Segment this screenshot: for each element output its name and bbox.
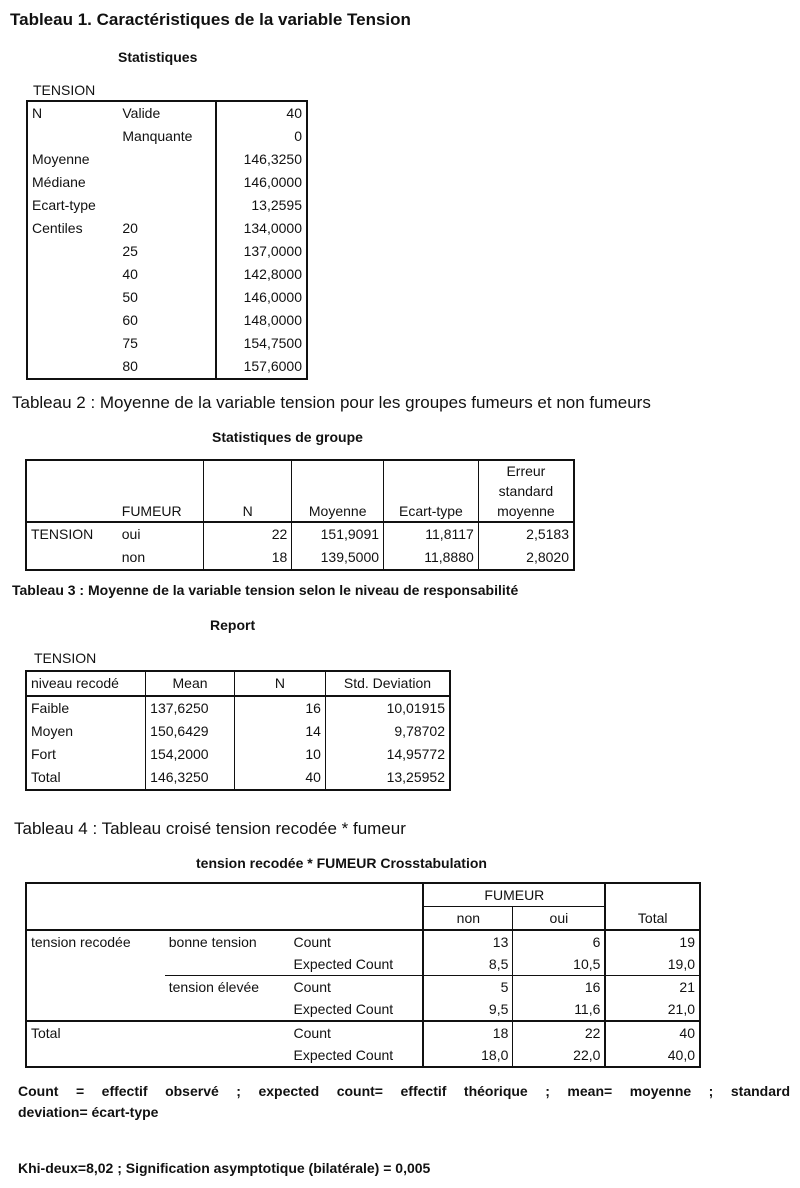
header-moyenne: Moyenne — [292, 460, 384, 522]
row-sd: 11,8880 — [384, 546, 479, 570]
row-value: 154,7500 — [216, 332, 307, 355]
row-sublabel — [118, 171, 215, 194]
table-row — [27, 101, 307, 125]
row-value: 146,0000 — [216, 171, 307, 194]
row-variable: TENSION — [31, 526, 94, 542]
header-fumeur: FUMEUR — [423, 883, 605, 907]
legend-line-1: Count = effectif observé ; expected count= effectif théorique ; mean= moyenne ; standard — [18, 1083, 790, 1099]
statistics-table-body — [27, 101, 307, 379]
row-value: 13,2595 — [216, 194, 307, 217]
row-label: N — [32, 105, 43, 121]
row-stat-label: Count — [290, 976, 424, 999]
row-label — [27, 286, 118, 309]
row-group-empty — [165, 1044, 290, 1067]
row-variable-empty — [26, 953, 165, 976]
legend-line-2: deviation= écart-type — [18, 1104, 159, 1120]
row-label — [27, 332, 118, 355]
row-mean: 137,6250 — [146, 696, 235, 720]
row-group-empty — [165, 998, 290, 1021]
cell-total: 40 — [605, 1021, 700, 1044]
table-header-row — [26, 460, 574, 522]
header-ecart-type: Ecart-type — [384, 460, 479, 522]
row-level: Moyen — [31, 723, 74, 739]
table-row — [27, 125, 307, 148]
row-level: Total — [31, 769, 61, 785]
row-label: Médiane — [32, 174, 86, 190]
row-group: oui — [121, 526, 141, 542]
table-header-row — [26, 671, 450, 696]
row-sublabel: 50 — [122, 289, 138, 305]
table-row — [27, 309, 307, 332]
row-mean: 146,3250 — [146, 766, 235, 790]
cell-total: 21 — [605, 976, 700, 999]
table4-subtitle: tension recodée * FUMEUR Crosstabulation — [196, 855, 487, 871]
table-row — [26, 696, 450, 720]
row-group-empty — [165, 953, 290, 976]
table-row — [26, 930, 700, 953]
row-mean: 150,6429 — [146, 720, 235, 743]
group-statistics-body — [26, 460, 574, 570]
row-value: 157,6000 — [216, 355, 307, 379]
row-variable — [26, 546, 118, 570]
row-n: 14 — [234, 720, 325, 743]
row-sublabel: 60 — [122, 312, 138, 328]
table-row — [26, 743, 450, 766]
table1-subtitle: Statistiques — [118, 49, 198, 65]
row-group: tension élevée — [165, 976, 290, 999]
row-n: 18 — [204, 546, 292, 570]
cell-non: 18 — [423, 1021, 513, 1044]
row-n: 10 — [234, 743, 325, 766]
row-level: Faible — [31, 700, 70, 716]
crosstab-table — [25, 882, 701, 1068]
row-value: 0 — [216, 125, 307, 148]
header-niveau: niveau recodé — [31, 675, 119, 691]
table-row — [26, 998, 700, 1021]
row-stat-label: Count — [293, 934, 331, 950]
row-sd: 13,25952 — [325, 766, 450, 790]
table-row — [27, 263, 307, 286]
row-sublabel: 75 — [122, 335, 138, 351]
cell-total: 19 — [605, 930, 700, 953]
row-n: 22 — [204, 522, 292, 546]
row-stat-label: Expected Count — [293, 1047, 394, 1063]
cell-non: 13 — [423, 930, 513, 953]
cell-total: 19,0 — [605, 953, 700, 976]
row-variable: tension recodée — [31, 934, 131, 950]
row-sublabel — [118, 148, 215, 171]
row-mean: 154,2000 — [146, 743, 235, 766]
header-oui: oui — [513, 907, 606, 931]
header-empty — [26, 460, 118, 522]
row-value: 40 — [216, 101, 307, 125]
table3-subtitle: Report — [210, 617, 256, 633]
row-value: 148,0000 — [216, 309, 307, 332]
header-erreur-line3: moyenne — [497, 503, 555, 519]
row-variable-empty — [26, 998, 165, 1021]
table1-caption: Tableau 1. Caractéristiques de la variable Tension — [10, 10, 411, 29]
row-total-label: Total — [26, 1021, 165, 1044]
row-se: 2,8020 — [478, 546, 574, 570]
header-n: N — [234, 671, 325, 696]
cell-non: 8,5 — [423, 953, 513, 976]
row-label — [27, 309, 118, 332]
row-level: Fort — [31, 746, 56, 762]
row-label: Moyenne — [32, 151, 90, 167]
row-mean: 151,9091 — [292, 522, 384, 546]
header-erreur-standard — [478, 460, 574, 522]
cell-oui: 22,0 — [513, 1044, 606, 1067]
row-group: bonne tension — [168, 934, 257, 950]
table-row — [26, 720, 450, 743]
table-row — [26, 1021, 700, 1044]
row-se: 2,5183 — [478, 522, 574, 546]
row-value: 137,0000 — [216, 240, 307, 263]
row-sd: 11,8117 — [384, 522, 479, 546]
cell-total: 21,0 — [605, 998, 700, 1021]
khi-deux-result: Khi-deux=8,02 ; Signification asymptotique (bilatérale) = 0,005 — [18, 1160, 431, 1176]
row-label — [27, 355, 118, 379]
table-row — [26, 546, 574, 570]
row-stat-label: Count — [290, 1021, 424, 1044]
table3-variable-label: TENSION — [34, 650, 97, 666]
header-mean: Mean — [146, 671, 235, 696]
table-row — [27, 148, 307, 171]
table-row — [27, 332, 307, 355]
row-sublabel: 25 — [122, 243, 138, 259]
table4-caption: Tableau 4 : Tableau croisé tension recodée * fumeur — [14, 819, 406, 838]
header-n: N — [204, 460, 292, 522]
row-label — [27, 125, 118, 148]
row-n: 40 — [234, 766, 325, 790]
table-row — [27, 217, 307, 240]
table-row — [27, 171, 307, 194]
cell-non: 9,5 — [423, 998, 513, 1021]
header-total: Total — [605, 883, 700, 930]
row-value: 142,8000 — [216, 263, 307, 286]
table2-caption: Tableau 2 : Moyenne de la variable tension pour les groupes fumeurs et non fumeurs — [12, 393, 651, 412]
table2-subtitle: Statistiques de groupe — [212, 429, 363, 445]
row-sublabel: 20 — [122, 220, 138, 236]
table-row — [26, 766, 450, 790]
cell-oui: 16 — [513, 976, 606, 999]
row-variable-empty — [26, 1044, 165, 1067]
cell-non: 5 — [423, 976, 513, 999]
group-statistics-table — [25, 459, 575, 571]
crosstab-body — [26, 883, 700, 1067]
report-table — [25, 670, 451, 791]
table3-caption: Tableau 3 : Moyenne de la variable tension selon le niveau de responsabilité — [12, 582, 519, 598]
row-group: non — [121, 549, 146, 565]
row-sd: 14,95772 — [325, 743, 450, 766]
row-sd: 10,01915 — [325, 696, 450, 720]
row-sd: 9,78702 — [325, 720, 450, 743]
row-group-empty — [165, 1021, 290, 1044]
row-value: 146,3250 — [216, 148, 307, 171]
table-row — [26, 976, 700, 999]
row-stat-label: Expected Count — [293, 1001, 394, 1017]
header-empty — [26, 883, 423, 930]
header-fumeur: FUMEUR — [121, 503, 182, 519]
crosstab-header-row-1 — [26, 883, 700, 907]
table-row — [27, 194, 307, 217]
cell-non: 18,0 — [423, 1044, 513, 1067]
row-sublabel — [118, 194, 215, 217]
header-non: non — [423, 907, 513, 931]
row-value: 134,0000 — [216, 217, 307, 240]
row-variable-empty — [26, 976, 165, 999]
row-label — [27, 263, 118, 286]
row-sublabel: 40 — [122, 266, 138, 282]
row-sublabel: Valide — [122, 105, 161, 121]
cell-oui: 22 — [513, 1021, 606, 1044]
row-mean: 139,5000 — [292, 546, 384, 570]
row-value: 146,0000 — [216, 286, 307, 309]
table-row — [27, 286, 307, 309]
table-row — [27, 240, 307, 263]
row-stat-label: Expected Count — [293, 956, 394, 972]
row-sublabel: Manquante — [122, 128, 193, 144]
row-label: Ecart-type — [32, 197, 96, 213]
header-std-deviation: Std. Deviation — [325, 671, 450, 696]
cell-oui: 10,5 — [513, 953, 606, 976]
row-label: Centiles — [32, 220, 83, 236]
table1-variable-label: TENSION — [33, 82, 96, 98]
statistics-table — [26, 100, 308, 380]
cell-oui: 11,6 — [513, 998, 606, 1021]
cell-total: 40,0 — [605, 1044, 700, 1067]
table-row — [26, 522, 574, 546]
table-row — [26, 1044, 700, 1067]
table-row — [26, 953, 700, 976]
report-table-body — [26, 671, 450, 790]
row-sublabel: 80 — [122, 358, 138, 374]
header-erreur-line2: standard — [498, 483, 554, 499]
row-label — [27, 240, 118, 263]
header-erreur-line1: Erreur — [506, 463, 546, 479]
cell-oui: 6 — [513, 930, 606, 953]
row-n: 16 — [234, 696, 325, 720]
table-row — [27, 355, 307, 379]
